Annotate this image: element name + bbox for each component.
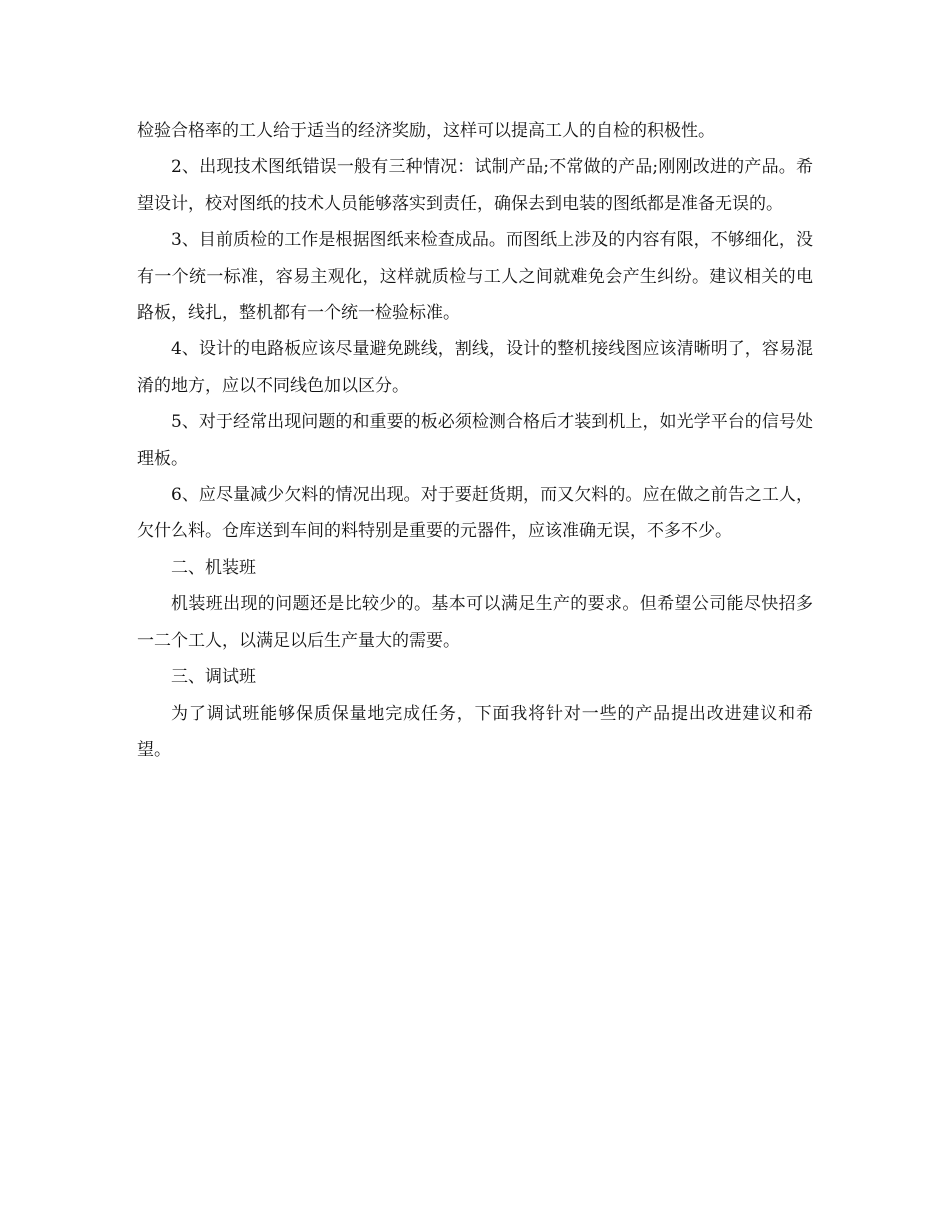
- paragraph-item-2: 2、出现技术图纸错误一般有三种情况：试制产品;不常做的产品;刚刚改进的产品。希望设计，校对图纸的技术人员能够落实到责任，确保去到电装的图纸都是准备无误的。: [137, 157, 813, 214]
- section-heading-machine-assembly: 二、机装班: [171, 557, 256, 578]
- paragraph-item-4: 4、设计的电路板应该尽量避免跳线，割线，设计的整机接线图应该清晰明了，容易混淆的地方，应以不同线色加以区分。: [137, 339, 813, 396]
- paragraph-continuation: 检验合格率的工人给于适当的经济奖励，这样可以提高工人的自检的积极性。: [137, 121, 715, 141]
- paragraph-item-6: 6、应尽量减少欠料的情况出现。对于要赶货期，而又欠料的。应在做之前告之工人，欠什么料。仓库送到车间的料特别是重要的元器件，应该准确无误，不多不少。: [137, 485, 813, 542]
- paragraph-item-3: 3、目前质检的工作是根据图纸来检查成品。而图纸上涉及的内容有限，不够细化，没有一个统一标准，容易主观化，这样就质检与工人之间就难免会产生纠纷。建议相关的电路板，线扎，整机都有一个统一检验标准。: [137, 230, 813, 324]
- section-heading-debugging: 三、调试班: [171, 667, 256, 688]
- document-body: [137, 113, 813, 768]
- paragraph-item-5: 5、对于经常出现问题的和重要的板必须检测合格后才装到机上，如光学平台的信号处理板。: [137, 412, 813, 469]
- paragraph-machine-assembly: 机装班出现的问题还是比较少的。基本可以满足生产的要求。但希望公司能尽快招多一二个工人，以满足以后生产量大的需要。: [137, 594, 813, 651]
- paragraph-debugging: 为了调试班能够保质保量地完成任务，下面我将针对一些的产品提出改进建议和希望。: [137, 703, 813, 760]
